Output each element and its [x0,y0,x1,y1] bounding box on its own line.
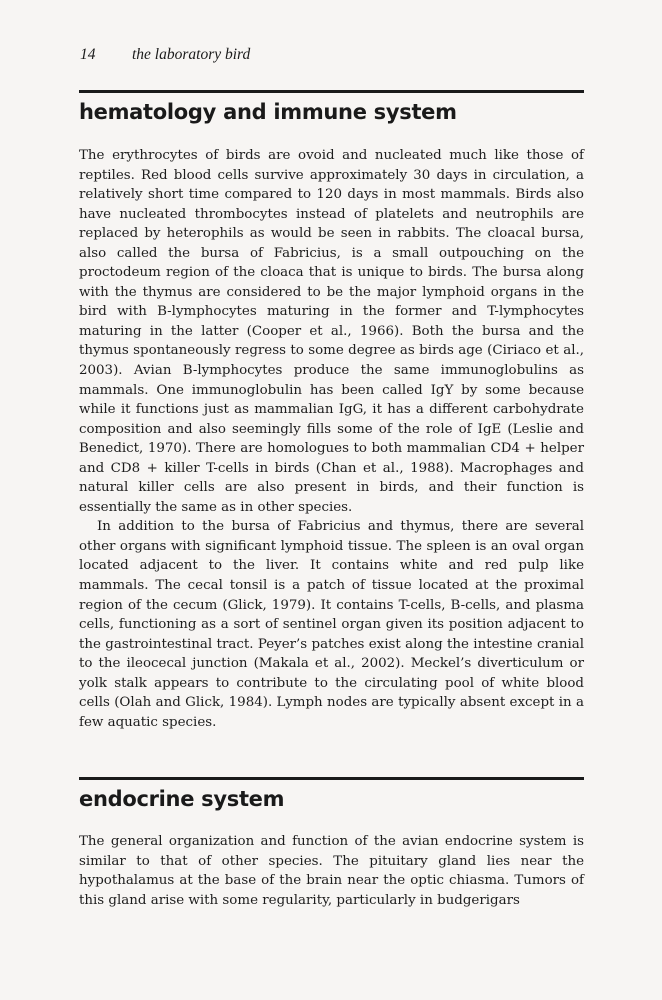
section-hematology [79,90,584,732]
section-heading: hematology and immune system [79,100,457,124]
section-rule [79,777,584,780]
section-endocrine [79,777,584,910]
paragraph: The erythrocytes of birds are ovoid and nucleated much like those of reptiles. Red blood cells survive approximately 30 days in circulation, a relatively short time compared to 120 days in most mammals. Birds also have nucleated thrombocytes instead of platelets and neutrophils are replaced by heterophils as would be seen in rabbits. The cloacal bursa, also called the bursa of Fabricius, is a small outpouching on the proctodeum region of the cloaca that is unique to birds. The bursa along with the thymus are considered to be the major lymphoid organs in the bird with B-lymphocytes maturing in the former and T-lymphocytes maturing in the latter (Cooper et al., 1966). Both the bursa and the thymus spontaneously regress to some degree as birds age (Ciriaco et al., 2003). Avian B-lymphocytes produce the same immunoglobulins as mammals. One immunoglobulin has been called IgY by some because while it functions just as mammalian IgG, it has a different carbohydrate composition and also seemingly fills some of the role of IgE (Leslie and Benedict, 1970). There are homologues to both mammalian CD4 + helper and CD8 + killer T-cells in birds (Chan et al., 1988). Macrophages and natural killer cells are also present in birds, and their function is essentially the same as in other species. [79,148,584,515]
running-head [80,46,250,64]
section-rule [79,90,584,93]
page-number: 14 [80,46,96,63]
paragraph: The general organization and function of the avian endocrine system is similar to that of other species. The pituitary gland lies near the hypothalamus at the base of the brain near the optic chiasma. Tumors of this gland arise with some regularity, particularly in budgerigars [79,834,584,908]
section-body [79,832,584,910]
section-heading: endocrine system [79,787,285,811]
running-title: the laboratory bird [132,46,251,63]
section-body [79,146,584,732]
paragraph: In addition to the bursa of Fabricius and thymus, there are several other organs with significant lymphoid tissue. The spleen is an oval organ located adjacent to the liver. It contains white and red pulp like mammals. The cecal tonsil is a patch of tissue located at the proximal region of the cecum (Glick, 1979). It contains T-cells, B-cells, and plasma cells, functioning as a sort of sentinel organ given its position adjacent to the gastrointestinal tract. Peyer’s patches exist along the intestine cranial to the ileocecal junction (Makala et al., 2002). Meckel’s diverticulum or yolk stalk appears to contribute to the circulating pool of white blood cells (Olah and Glick, 1984). Lymph nodes are typically absent except in a few aquatic species. [79,519,584,730]
